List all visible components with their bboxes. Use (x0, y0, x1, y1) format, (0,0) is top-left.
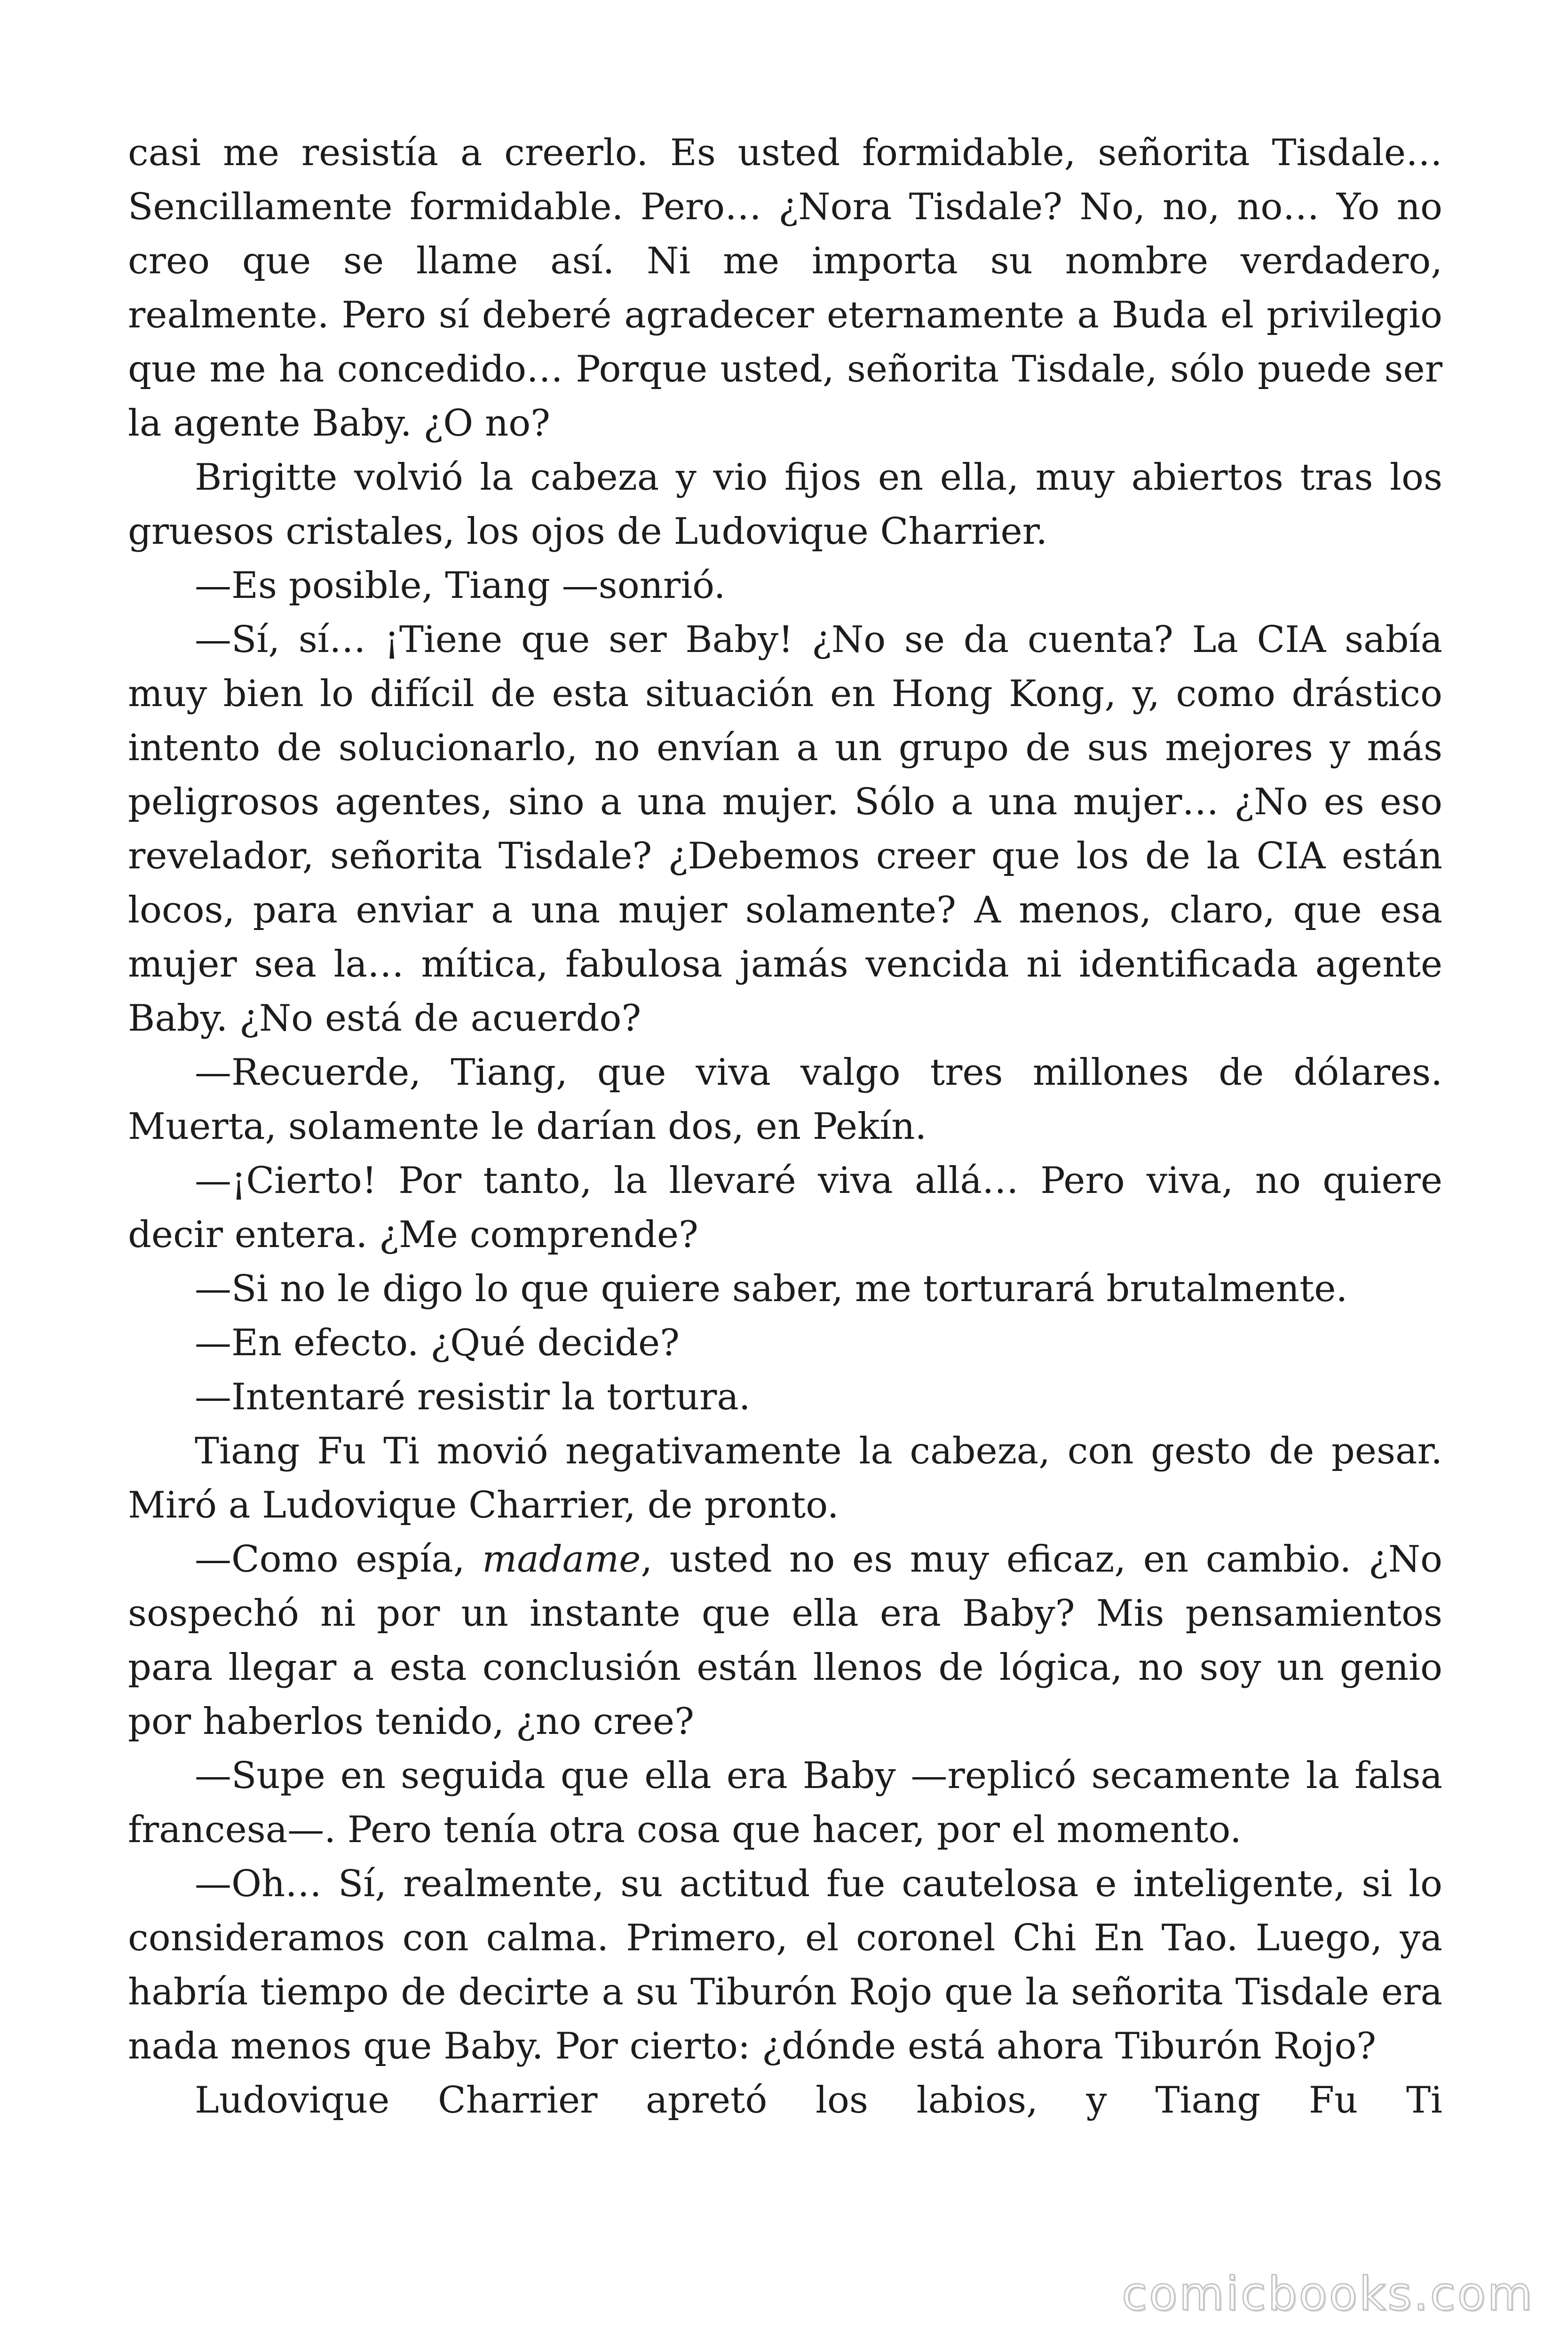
paragraph: Tiang Fu Ti movió negativamente la cabeza, con gesto de pesar. Miró a Ludovique Charrier, de pronto. (128, 1430, 1442, 1526)
watermark: comicbooks.com (1122, 2267, 1534, 2321)
paragraph: —¡Cierto! Por tanto, la llevaré viva allá… Pero viva, no quiere decir entera. ¿Me comprende? (128, 1160, 1442, 1256)
paragraph: —Recuerde, Tiang, que viva valgo tres millones de dólares. Muerta, solamente le darían dos, en Pekín. (128, 1051, 1442, 1148)
paragraph: Ludovique Charrier apretó los labios, y Tiang Fu Ti (195, 2079, 1442, 2122)
paragraph: —Es posible, Tiang —sonrió. (195, 564, 726, 607)
paragraph-text: —Como espía, (195, 1538, 483, 1581)
book-page-text (128, 126, 1442, 2128)
paragraph (128, 1533, 1442, 1749)
paragraph: —En efecto. ¿Qué decide? (195, 1322, 680, 1364)
italic-word: madame (482, 1538, 641, 1581)
paragraph: casi me resistía a creerlo. Es usted formidable, señorita Tisdale… Sencillamente formidable. Pero… ¿Nora Tisdale? No, no, no… Yo no creo que se llame así. Ni me importa su nombre verdadero, realmente. Pero sí deberé agradecer eternamente a Buda el privilegio que me ha concedido… Porque usted, señorita Tisdale, sólo puede ser la agente Baby. ¿O no? (128, 132, 1442, 445)
paragraph: —Si no le digo lo que quiere saber, me torturará brutalmente. (195, 1268, 1348, 1310)
paragraph: —Sí, sí… ¡Tiene que ser Baby! ¿No se da cuenta? La CIA sabía muy bien lo difícil de esta situación en Hong Kong, y, como drástico intento de solucionarlo, no envían a un grupo de sus mejores y más peligrosos agentes, sino a una mujer. Sólo a una mujer… ¿No es eso revelador, señorita Tisdale? ¿Debemos creer que los de la CIA están locos, para enviar a una mujer solamente? A menos, claro, que esa mujer sea la… mítica, fabulosa jamás vencida ni identificada agente Baby. ¿No está de acuerdo? (128, 619, 1442, 1040)
paragraph: —Oh… Sí, realmente, su actitud fue cautelosa e inteligente, si lo consideramos con calma. Primero, el coronel Chi En Tao. Luego, ya habría tiempo de decirte a su Tiburón Rojo que la señorita Tisdale era nada menos que Baby. Por cierto: ¿dónde está ahora Tiburón Rojo? (128, 1863, 1442, 2067)
paragraph: —Intentaré resistir la tortura. (195, 1376, 751, 1418)
paragraph-text: , usted no es muy eficaz, en cambio. ¿No sospechó ni por un instante que ella era Baby? Mis pensamientos para llegar a esta conclusión están llenos de lógica, no soy un genio por haberlos tenido, ¿no cree? (128, 1538, 1443, 1743)
paragraph: —Supe en seguida que ella era Baby —replicó secamente la falsa francesa—. Pero tenía otra cosa que hacer, por el momento. (128, 1755, 1442, 1851)
paragraph: Brigitte volvió la cabeza y vio fijos en ella, muy abiertos tras los gruesos cristales, los ojos de Ludovique Charrier. (128, 456, 1442, 553)
